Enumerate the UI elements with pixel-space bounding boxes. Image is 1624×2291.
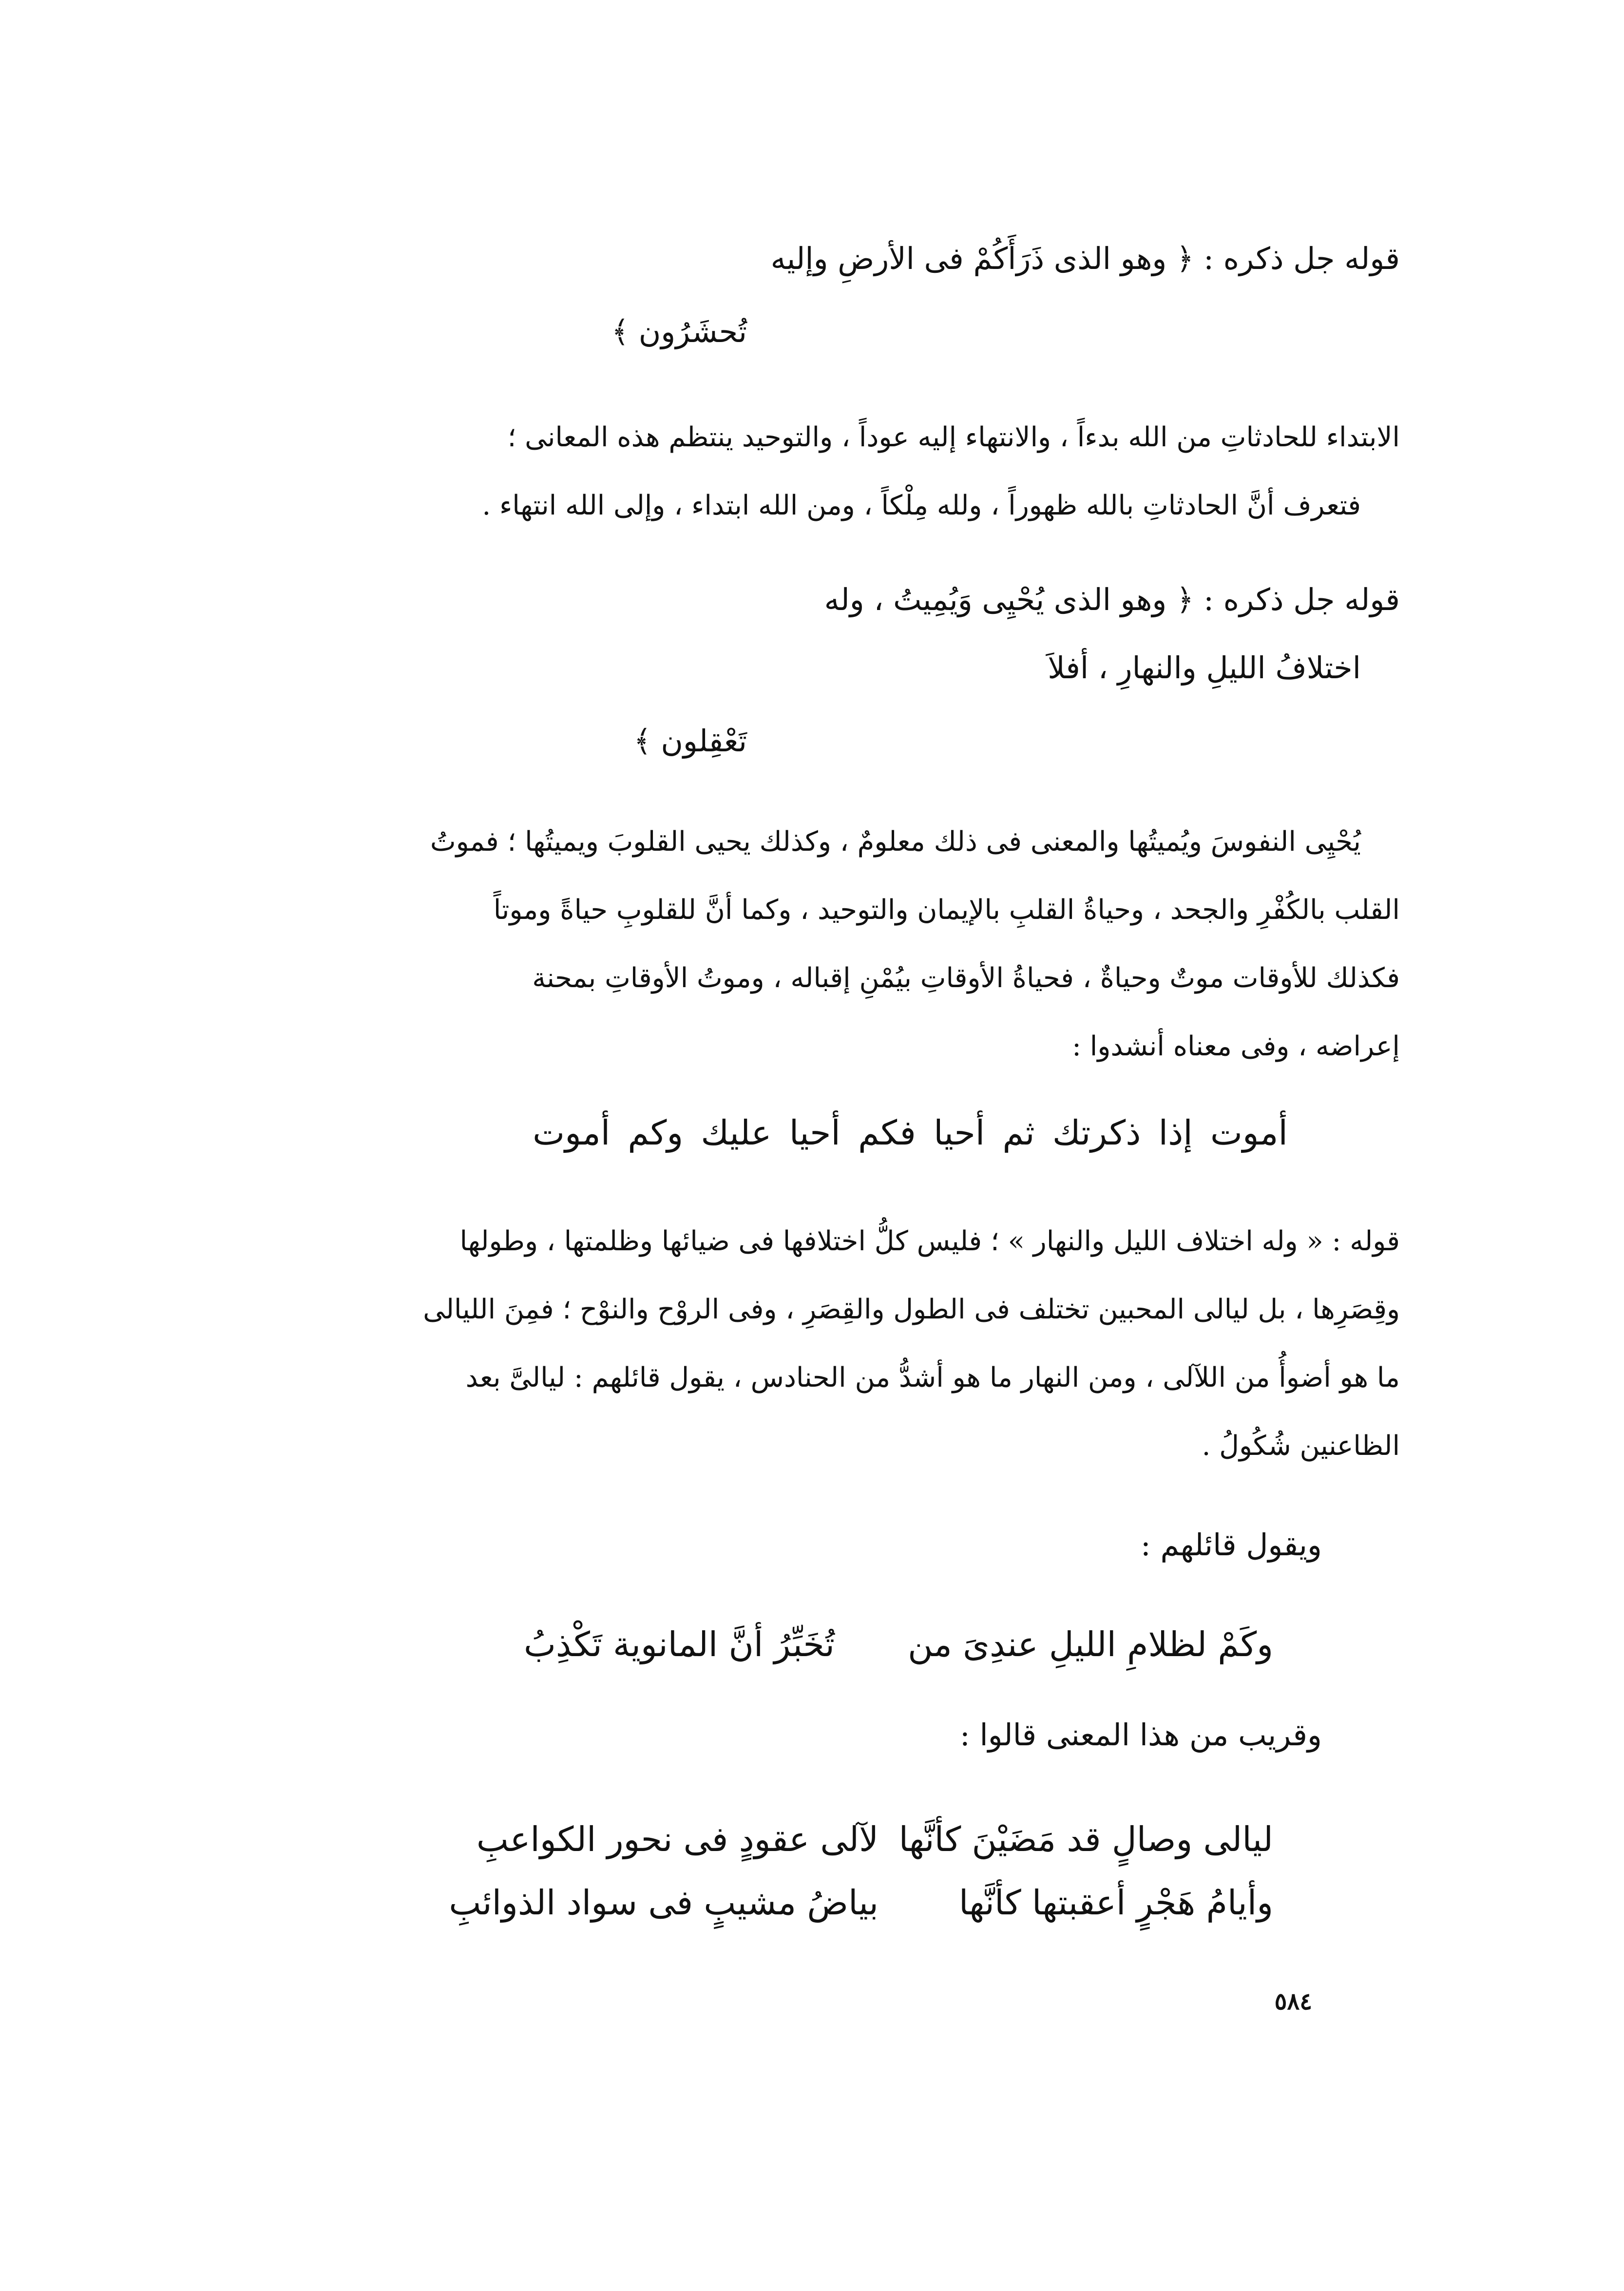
- section3-verse2-line2-left: بياضُ مشيبٍ فى سواد الذوائبِ: [449, 1883, 879, 1923]
- section2-verse: أموت إذا ذكرتك ثم أحيا فكم أحيا عليك وكم أموت: [533, 1113, 1288, 1153]
- section1-para-line1: الابتداء للحادثاتِ من الله بدءاً ، والانتهاء إليه عوداً ، والتوحيد ينتظم هذه المعانى ؛: [507, 421, 1400, 453]
- section3-verse2-line1-right: ليالى وصالٍ قد مَضَيْنَ كأنَّها: [898, 1819, 1273, 1859]
- section2-para-line1: يُحْيِى النفوسَ ويُميتُها والمعنى فى ذلك معلومٌ ، وكذلك يحيى القلوبَ ويميتُها ؛ فموتُ: [430, 826, 1361, 858]
- section2-heading-line2: اختلافُ الليلِ والنهارِ ، أفلاَ: [1048, 650, 1361, 686]
- section3-verse-left: تُخَبِّرُ أنَّ المانوية تَكْذِبُ: [523, 1624, 835, 1664]
- section3-verse2-line1-left: لآلى عقودٍ فى نحور الكواعبِ: [476, 1819, 879, 1859]
- section3-para-line1: قوله : « وله اختلاف الليل والنهار » ؛ فليس كلُّ اختلافها فى ضيائها وظلمتها ، وطولها: [459, 1225, 1400, 1257]
- section3-para-line3: ما هو أضوأُ من اللآلى ، ومن النهار ما هو أشدُّ من الحنادس ، يقول قائلهم : ليالىَّ بعد: [465, 1362, 1400, 1394]
- section1-heading-line2: تُحشَرُون ﴾: [611, 314, 747, 349]
- section2-heading-line1: قوله جل ذكره : ﴿ وهو الذى يُحْيِى وَيُمِيتُ ، وله: [824, 582, 1400, 617]
- section2-para-line3: فكذلك للأوقات موتٌ وحياةٌ ، فحياةُ الأوقاتِ بيُمْنِ إقباله ، وموتُ الأوقاتِ بمحنة: [532, 962, 1400, 994]
- section2-heading-line3: تَعْقِلون ﴾: [633, 723, 747, 759]
- page-number: ٥٨٤: [1274, 1988, 1312, 2015]
- section1-para-line2: فتعرف أنَّ الحادثاتِ بالله ظهوراً ، ولله مِلْكاً ، ومن الله ابتداء ، وإلى الله انتهاء .: [482, 490, 1361, 521]
- section3-intro: ويقول قائلهم :: [1140, 1527, 1322, 1563]
- section3-para-line2: وقِصَرِها ، بل ليالى المحبين تختلف فى الطول والقِصَرِ ، وفى الروْح والنوْح ؛ فمِنَ الليالى: [423, 1294, 1400, 1325]
- section1-heading-line1: قوله جل ذكره : ﴿ وهو الذى ذَرَأَكُمْ فى الأرضِ وإليه: [770, 241, 1400, 276]
- section3-verse-right: وكَمْ لظلامِ الليلِ عندِىَ من: [908, 1624, 1273, 1664]
- section3-verse2-line2-right: وأيامُ هَجْرٍ أعقبتها كأنَّها: [958, 1883, 1273, 1923]
- section3-intro2: وقريب من هذا المعنى قالوا :: [959, 1717, 1322, 1753]
- section2-para-line4: إعراضه ، وفى معناه أنشدوا :: [1072, 1031, 1400, 1062]
- section3-para-line4: الظاعنين شُكُولُ .: [1202, 1430, 1400, 1462]
- section2-para-line2: القلب بالكُفْرِ والجحد ، وحياةُ القلبِ بالإيمان والتوحيد ، وكما أنَّ للقلوبِ حياةً وموتاً: [493, 894, 1400, 926]
